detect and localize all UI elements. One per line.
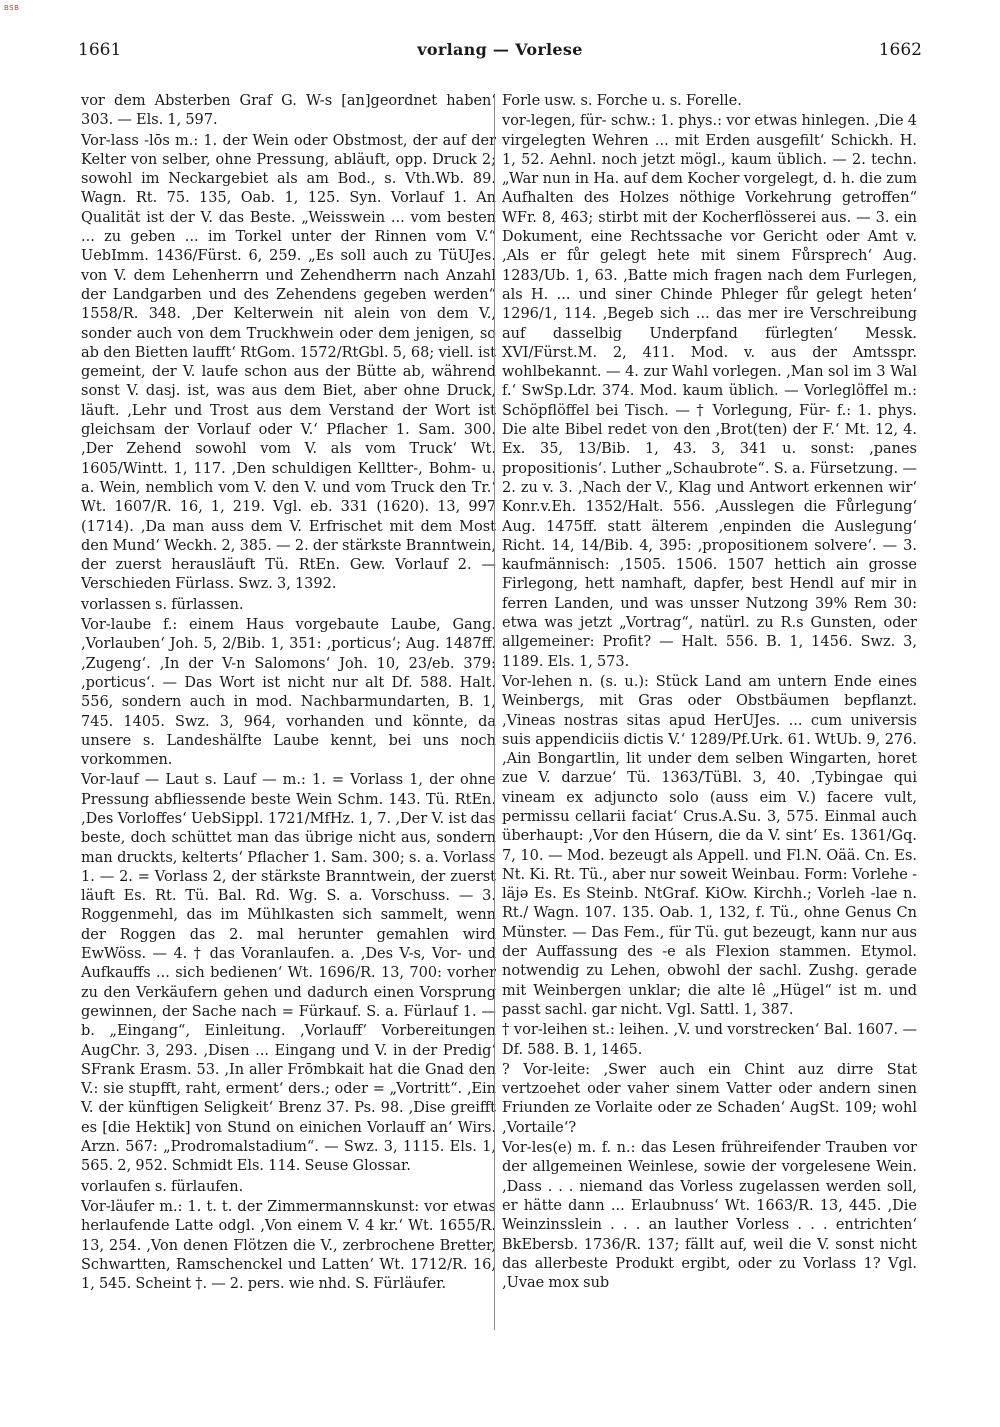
entry-vorlaeufer: Vor-läufer m.: 1. t. t. der Zimmermannskunst: vor etwas herlaufende Latte odgl. ‚Von einem V. 4 kr.‘ Wt. 1655/R. 13, 254. ‚Von denen Flötzen die V., zerbrochene Bretter, Schwartten, Ramschenckel und Latten‘ Wt. 1712/R. 16, 1, 545. Scheint †. — 2. pers. wie nhd. S. Fürläufer.: [81, 1198, 496, 1293]
entry-vorlese: Vor-les(e) m. f. n.: das Lesen frühreifender Trauben vor der allgemeinen Weinlese, sowie der vorgelesene Wein. ‚Dass . . . niemand das Vorless zugelassen werden soll, er hätte dann ... Erlaubnuss‘ Wt. 1663/R. 13, 445. ‚Die Weinzinsslein . . . an lauther Vorless . . . entrichten‘ BkEbersb. 1736/R. 137; fällt auf, weil die V. sonst nicht das allerbeste Produkt ergibt, oder zu Vorlass 1? Vgl. ‚Uvae mox sub: [502, 1140, 917, 1292]
entry-vorleihen: † vor-leihen st.: leihen. ‚V. und vorstrecken‘ Bal. 1607. — Df. 588. B. 1, 1465.: [502, 1022, 917, 1058]
entry-forle: Forle usw. s. Forche u. s. Forelle.: [502, 93, 742, 109]
page-number-left: 1661: [78, 40, 122, 60]
entry-vorlass: Vor-lass -lōs m.: 1. der Wein oder Obstmost, der auf der Kelter von selber, ohne Pressung, abläuft, opp. Druck 2; sowohl im Neckargebiet als am Bod., s. Vth.Wb. 89. Wagn. Rt. 75. 135, Oab. 1, 125. Syn. Vorlauf 1. An Qualität ist der V. das Beste. „Weisswein ... vom besten ... zu geben ... im Torkel unter der Rinnen vom V.“ UebImm. 1436/Fürst. 6, 259. „Es soll auch zu TüUJes. von V. dem Lehenherrn und Zehendherrn nach Anzahl der Landgarben und des Zehendens gegeben werden“ 1558/R. 348. ‚Der Kelterwein nit alein von dem V., sonder auch von dem Truckhwein oder dem jenigen, so ab den Bietten laufft‘ RtGom. 1572/RtGbl. 5, 68; viell. ist gemeint, der V. laufe schon aus der Bütte ab, während sonst V. dasj. ist, was aus dem Biet, aber ohne Druck, läuft. ‚Lehr und Trost aus dem Verstand der Wort ist gleichsam der Vorlauf oder V.‘ Pflacher 1. Sam. 300. ‚Der Zehend sowohl vom V. als vom Truck‘ Wt. 1605/Wintt. 1, 117. ‚Den schuldigen Kelltter-, Bohm- u. a. Wein, nemblich vom V. den V. und vom Truck den Tr.‘ Wt. 1607/R. 16, 1, 219. Vgl. eb. 331 (1620). 13, 997 (1714). ‚Da man auss dem V. Erfrischet mit dem Most den Mund‘ Weckh. 2, 385. — 2. der stärkste Branntwein, der zuerst herausläuft Tü. RtEn. Gew. Vorlauf 2. — Verschieden Fürlass. Swz. 3, 1392.: [81, 132, 496, 593]
left-column: [81, 92, 496, 1332]
page-number-right: 1662: [878, 40, 922, 60]
entry-vorlegen: vor-legen, für- schw.: 1. phys.: vor etwas hinlegen. ‚Die 4 virgelegten Wehren ... mit Erden ausgefilt‘ Schickh. H. 1, 52. Aehnl. noch jetzt mögl., kaum üblich. — 2. techn. „War nun in Ha. auf dem Kocher vorgelegt, d. h. die zum Aufhalten des Holzes nöthige Vorkehrung getroffen“ WFr. 8, 463; stirbt mit der Kocherflösserei aus. — 3. ein Dokument, eine Rechtssache vor Gericht oder Amt v. ‚Als er fůr gelegt hete mit sinem Fůrsprech‘ Aug. 1283/Ub. 1, 63. ‚Batte mich fragen nach dem Furlegen, als H. ... und siner Chinde Phleger fůr gelegt heten‘ 1296/1, 114. ‚Begeb sich ... das mer ire Verschreibung auf dasselbig Underpfand fürlegten‘ Messk. XVI/Fürst.M. 2, 411. Mod. v. aus der Amtsspr. wohlbekannt. — 4. zur Wahl vorlegen. ‚Man sol im 3 Wal f.‘ SwSp.Ldr. 374. Mod. kaum üblich. — Vorleglöffel m.: Schöpflöffel bei Tisch. — † Vorlegung, Für- f.: 1. phys. Die alte Bibel redet von den ‚Brot(ten) der F.‘ Mt. 12, 4. Ex. 35, 13/Bib. 1, 43. 3, 341 u. sonst: ‚panes propositionis‘. Luther „Schaubrote“. S. a. Fürsetzung. — 2. zu v. 3. ‚Nach der V., Klag und Antwort erkennen wir‘ Konr.v.Eh. 1352/Halt. 556. ‚Ausslegen die Fůrlegung‘ Aug. 1475ff. statt älterem ‚enpinden die Auslegung‘ Richt. 14, 14/Bib. 4, 395: ‚propositionem solvere‘. — 3. kaufmännisch: ‚1505. 1506. 1507 hettich ain grosse Firlegong, hett namhaft, dapfer, best Hendl auf mir in ferren Landen, und was unsser Nutzong 39% Rem 30: etwa was jetzt „Vortrag“, natürl. zu R.s Gunsten, oder allgemeiner: Profit? — Halt. 556. B. 1, 1456. Swz. 3, 1189. Els. 1, 573.: [502, 113, 917, 670]
right-column: [502, 92, 917, 1332]
entry-paragraph: vor dem Absterben Graf G. W-s [an]geordnet haben‘ 303. — Els. 1, 597.: [81, 93, 496, 129]
entry-vorlehen: Vor-lehen n. (s. u.): Stück Land am untern Ende eines Weinbergs, mit Gras oder Obstbäumen bepflanzt. ‚Vineas nostras sitas apud HerUJes. ... cum universis suis appendiciis dictis V.‘ 1289/Pf.Urk. 61. WtUb. 9, 276. ‚Ain Bongartlin, lit under dem selben Wingarten, horet zue V. darzue‘ Tü. 1363/TüBl. 3, 40. ‚Tybingae qui vineam ex adjuncto solo (auss eim V.) facere vult, permissu cellarii faciat‘ Crus.A.Su. 3, 575. Einmal auch überhaupt: ‚Vor den Húsern, die da V. sint‘ Es. 1361/Gq. 7, 10. — Mod. bezeugt als Appell. und Fl.N. Oää. Cn. Es. Nt. Ki. Rt. Tü., aber nur soweit Weinbau. Form: Vorlehe -läjə Es. Es Steinb. NtGraf. KiOw. Kirchh.; Vorleh -lae n. Rt./ Wagn. 107. 135. Oab. 1, 132, f. Tü., ohne Genus Cn Münster. — Das Fem., für Tü. gut bezeugt, kann nur aus der Auffassung des -e als Flexion stammen. Etymol. notwendig zu Lehen, obwohl der sachl. Zushg. gerade mit Weinbergen unklar; die alte lê „Hügel“ ist m. und passt sachl. gar nicht. Vgl. Sattl. 1, 387.: [502, 673, 917, 1018]
entry-vorleite: ? Vor-leite: ‚Swer auch ein Chint auz dirre Stat vertzoehet oder vaher sinem Vatter oder andern sinen Friunden ze Vorlaite oder ze Schaden‘ AugSt. 109; wohl ‚Vortaile‘?: [502, 1061, 917, 1136]
entry-vorlaube: Vor-laube f.: einem Haus vorgebaute Laube, Gang. ‚Vorlauben‘ Joh. 5, 2/Bib. 1, 351: ‚porticus‘; Aug. 1487ff. ‚Zugeng‘. ‚In der V-n Salomons‘ Joh. 10, 23/eb. 379: ‚porticus‘. — Das Wort ist nicht nur alt Df. 588. Halt. 556, sondern auch in mod. Nachbarmundarten, B. 1, 745. 1405. Swz. 3, 964, vorhanden und könnte, da unsere s. Landeshälfte Laube kennt, bei uns noch vorkommen.: [81, 617, 496, 769]
running-title: vorlang — Vorlese: [417, 40, 583, 59]
library-watermark: BSB: [4, 4, 20, 12]
page-header: [78, 40, 922, 70]
entry-vorlaufen: vorlaufen s. fürlaufen.: [81, 1178, 244, 1195]
entry-vorlauf: Vor-lauf — Laut s. Lauf — m.: 1. = Vorlass 1, der ohne Pressung abfliessende beste Wein Schm. 143. Tü. RtEn. ‚Des Vorloffes‘ UebSippl. 1721/MfHz. 1, 7. ‚Der V. ist das beste, doch schüttet man das übrige nicht aus, sondern man druckts, kelterts‘ Pflacher 1. Sam. 300; s. a. Vorlass 1. — 2. = Vorlass 2, der stärkste Branntwein, der zuerst läuft Es. Rt. Tü. Bal. Rd. Wg. S. a. Vorschuss. — 3. Roggenmehl, das im Mühlkasten sich sammelt, wenn der Roggen das 2. mal herunter gemahlen wird EwWöss. — 4. † das Voranlaufen. a. ‚Des V-s, Vor- und Aufkauffs ... sich bedienen‘ Wt. 1696/R. 13, 700: vorher zu den Verkäufern gehen und dadurch einen Vorsprung gewinnen, der Sache nach = Fürkauf. S. a. Fürlauf 1. — b. „Eingang“, Einleitung. ‚Vorlauff‘ Vorbereitungen AugChr. 3, 293. ‚Disen ... Eingang und V. in der Predig‘ SFrank Erasm. 53. ‚In aller Frōmbkait hat die Gnad den V.: sie stupfft, raht, erment‘ ders.; oder = „Vortritt“. ‚Ein V. der künftigen Seligkeit‘ Brenz 37. Ps. 98. ‚Dise greifft es [die Hektik] von Stund on einichen Vorlauff an‘ Wirs. Arzn. 567: „Prodromalstadium“. — Swz. 3, 1115. Els. 1, 565. 2, 952. Schmidt Els. 114. Seuse Glossar.: [81, 772, 496, 1175]
entry-vorlassen: vorlassen s. fürlassen.: [81, 596, 244, 613]
column-divider: [494, 95, 495, 1330]
